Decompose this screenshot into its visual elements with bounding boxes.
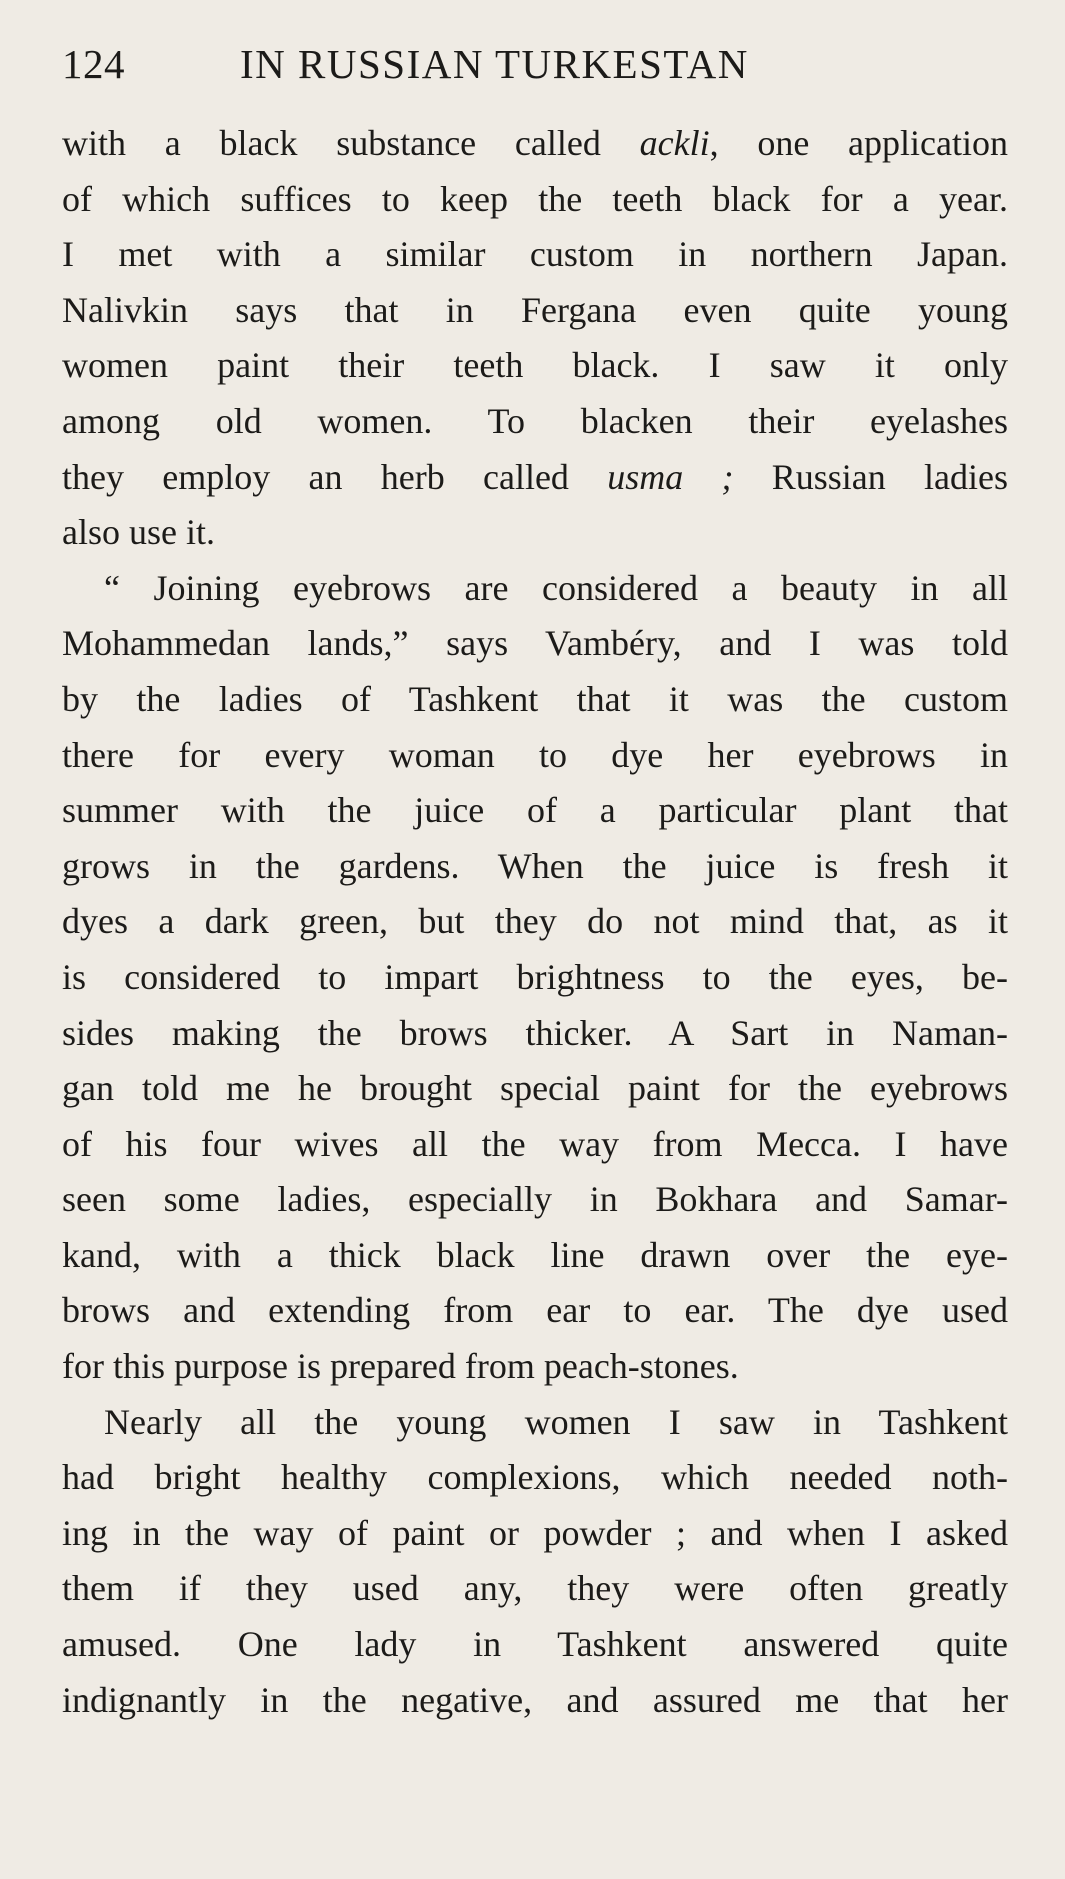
text-line: Nalivkin says that in Fergana even quite young	[62, 289, 1008, 330]
running-head	[62, 34, 1012, 94]
text-line: is considered to impart brightness to the eyes, be-	[62, 956, 1008, 997]
text-line: there for every woman to dye her eyebrows in	[62, 734, 1008, 775]
text-line: by the ladies of Tashkent that it was the custom	[62, 678, 1008, 719]
text-line: they employ an herb called usma ; Russian ladies	[62, 456, 1008, 497]
text-line: dyes a dark green, but they do not mind that, as it	[62, 901, 1008, 942]
text-line: with a black substance called ackli, one application	[62, 123, 1009, 163]
text-line: amused. One lady in Tashkent answered quite	[62, 1624, 1008, 1665]
text-line: also use it.	[62, 512, 215, 553]
text-line: kand, with a thick black line drawn over the eye-	[62, 1234, 1008, 1275]
text-line: for this purpose is prepared from peach-stones.	[62, 1346, 739, 1387]
text-line: among old women. To blacken their eyelashes	[62, 400, 1008, 441]
text-line: I met with a similar custom in northern Japan.	[62, 234, 1008, 275]
paragraph-first-line: “ Joining eyebrows are considered a beauty in all	[104, 567, 1008, 608]
text-line: Mohammedan lands,” says Vambéry, and I was told	[62, 623, 1008, 664]
running-title: IN RUSSIAN TURKESTAN	[240, 41, 749, 87]
text-line: sides making the brows thicker. A Sart in Naman-	[62, 1012, 1008, 1053]
text-line: grows in the gardens. When the juice is fresh it	[62, 845, 1008, 886]
text-line: had bright healthy complexions, which needed noth-	[62, 1457, 1008, 1498]
text-line: brows and extending from ear to ear. The dye used	[62, 1290, 1008, 1331]
text-line: ing in the way of paint or powder ; and when I asked	[62, 1512, 1008, 1553]
paragraph-first-line: Nearly all the young women I saw in Tashkent	[104, 1401, 1008, 1442]
text-line: of which suffices to keep the teeth black for a year.	[62, 178, 1008, 219]
body-text	[62, 116, 1008, 1728]
text-line: of his four wives all the way from Mecca. I have	[62, 1123, 1008, 1164]
text-line: gan told me he brought special paint for the eyebrows	[62, 1068, 1008, 1109]
page-number: 124	[62, 41, 125, 87]
text-line: indignantly in the negative, and assured me that her	[62, 1679, 1008, 1720]
text-line: summer with the juice of a particular plant that	[62, 790, 1008, 831]
text-line: women paint their teeth black. I saw it only	[62, 345, 1008, 386]
text-line: them if they used any, they were often greatly	[62, 1568, 1008, 1609]
text-line: seen some ladies, especially in Bokhara and Samar-	[62, 1179, 1008, 1220]
